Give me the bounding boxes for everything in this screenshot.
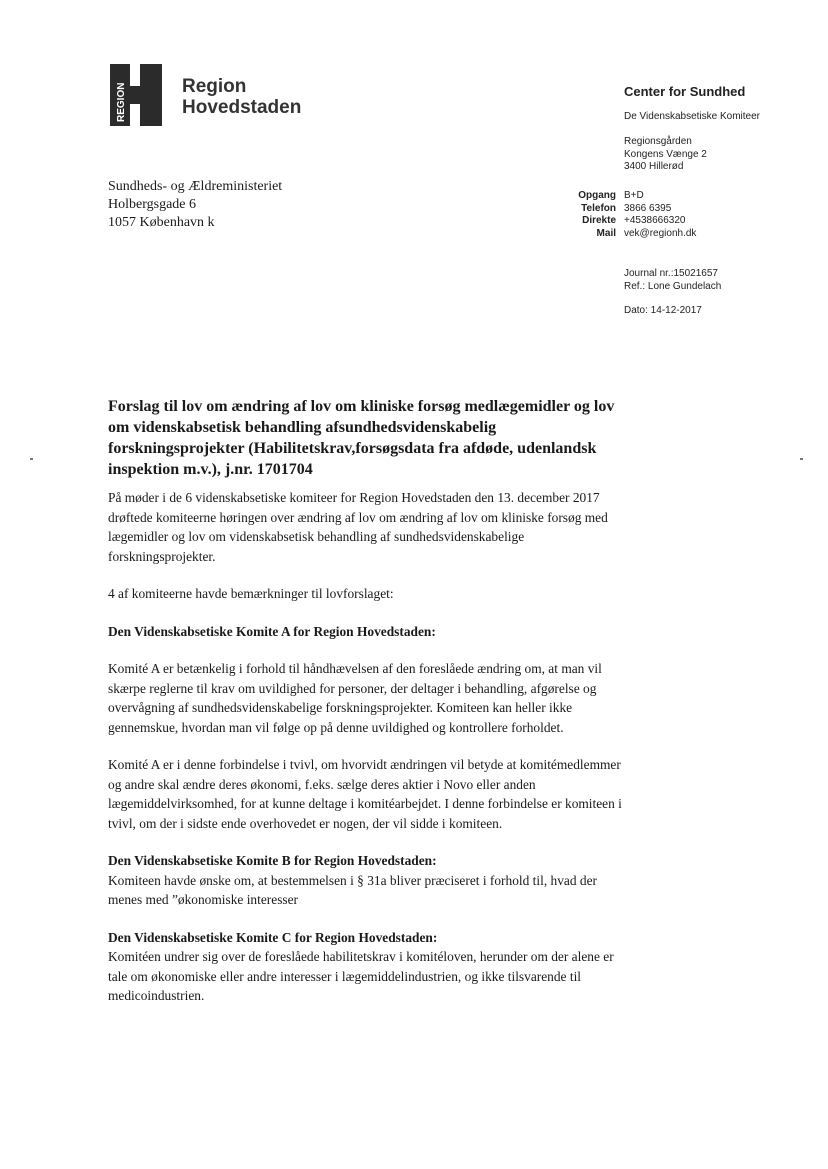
contact-label: Direkte [582,215,616,226]
sender-org: Center for Sundhed [624,84,746,99]
scan-mark [30,458,33,460]
committee-b-paragraph: Komiteen havde ønske om, at bestemmelsen i § 31a bliver præciseret i forhold til, hvad der menes med ”økonomiske interesser [108,872,598,907]
letter-date: Dato: 14-12-2017 [624,305,702,316]
logo-vertical-text: REGION [116,82,127,122]
recipient-line: 1057 København k [108,215,215,230]
sender-address-line: 3400 Hillerød [624,161,684,172]
contact-label: Mail [596,227,616,239]
logo-wordmark [182,76,301,118]
letter-body [108,488,628,1024]
logo-name-line2: Hovedstaden [182,97,302,118]
reference-block [624,268,721,318]
contact-block [560,190,696,240]
scan-mark [800,458,803,460]
committee-b-heading: Den Videnskabsetiske Komite B for Region Hovedstaden: [108,853,437,868]
committee-a-paragraph: Komité A er i denne forbindelse i tvivl, om hvorvidt ændringen vil betyde at komitémedlemmer og andre skal ændre deres økonomi, f.eks. sælge deres aktier i Novo eller anden lægemiddelvirksomhed, for at kunne deltage i komitéarbejdet. I denne forbindelse er komiteen i tvivl, om der i sidste ende overhovedet er nogen, der vil sidde i komiteen. [108,757,622,831]
journal-number: Journal nr.:15021657 [624,268,718,279]
letter-title: Forslag til lov om ændring af lov om kliniske forsøg medlægemidler og lov om videnskabsetisk behandling afsundhedsvidenskabelig forskningsprojekter (Habilitetskrav,forsøgsdata fra afdøde, udenlandsk inspektion m.v.), j.nr. 1701704 [108,398,615,478]
contact-row [560,203,696,216]
reference: Ref.: Lone Gundelach [624,280,722,292]
sender-dept: De Videnskabsetiske Komiteer [624,111,760,122]
committee-c-paragraph: Komitéen undrer sig over de foreslåede habilitetskrav i komitéloven, herunder om der alene er tale om økonomiske eller andre interesser i lægemiddelindustrien, og ikke tilsvarende til medicoindustrien. [108,949,614,1003]
count-paragraph: 4 af komiteerne havde bemærkninger til lovforslaget: [108,586,394,601]
logo-name-line1: Region [182,76,247,97]
contact-row [560,190,696,203]
contact-value: 3866 6395 [624,202,672,214]
sender-address-line: Regionsgården [624,136,692,147]
recipient-line: Holbergsgade 6 [108,197,196,212]
contact-row [560,228,696,241]
committee-c-heading: Den Videnskabsetiske Komite C for Region Hovedstaden: [108,929,438,945]
contact-label: Opgang [578,190,616,201]
sender-address-line: Kongens Vænge 2 [624,148,707,160]
committee-a-paragraph: Komité A er betænkelig i forhold til håndhævelsen af den foreslåede ændring om, at man vil skærpe reglerne til krav om uvildighed for personer, der deltager i behandling, afgørelse og overvågning af sundhedsvidenskabelige forskningsprojekter. Komiteen kan heller ikke gennemskue, hvordan man vil følge op på denne uvildighed og kontrollere forholdet. [108,661,602,735]
contact-email[interactable]: vek@regionh.dk [624,227,697,239]
contact-value: B+D [624,190,644,201]
contact-label: Telefon [581,202,616,214]
recipient-address [108,178,282,232]
recipient-line: Sundheds- og Ældreministeriet [108,179,283,194]
committee-a-heading: Den Videnskabsetiske Komite A for Region Hovedstaden: [108,623,436,639]
contact-row [560,215,696,228]
region-hovedstaden-logo [110,64,162,126]
sender-block [624,84,760,174]
contact-value: +4538666320 [624,215,686,226]
intro-paragraph: På møder i de 6 videnskabsetiske komiteer for Region Hovedstaden den 13. december 2017 drøftede komiteerne høringen over ændring af lov om ændring af lov om kliniske forsøg med lægemidler og lov om videnskabsetisk behandling af sundhedsvidenskabelige forskningsprojekter. [108,490,608,564]
